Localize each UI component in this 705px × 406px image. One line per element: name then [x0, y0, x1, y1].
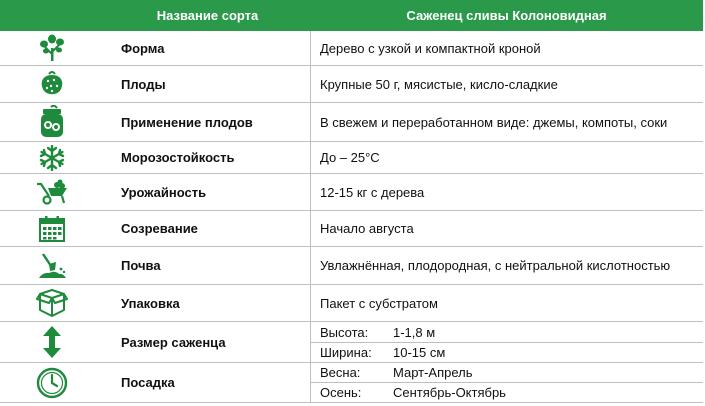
- row-value: В свежем и переработанном виде: джемы, компоты, соки: [320, 114, 668, 130]
- row-label: Урожайность: [121, 184, 207, 200]
- row-label: Морозостойкость: [121, 150, 235, 165]
- wheelbarrow-icon: [0, 174, 104, 210]
- row-value: Дерево с узкой и компактной кроной: [320, 40, 541, 56]
- row-value: До – 25°С: [320, 150, 380, 165]
- sub-value: Март-Апрель: [393, 365, 473, 380]
- table-row: [0, 322, 703, 363]
- row-label: Упаковка: [121, 295, 180, 311]
- table-row: [0, 363, 703, 403]
- table-row: [0, 31, 703, 66]
- row-value: Увлажнённая, плодородная, с нейтральной кислотностью: [320, 258, 671, 273]
- table-row: [0, 211, 703, 247]
- sub-key: Весна:: [320, 365, 361, 380]
- tree-icon: [0, 31, 104, 65]
- snowflake-icon: [0, 142, 104, 173]
- planting-spring-line: [310, 363, 703, 383]
- table-row: [0, 285, 703, 322]
- clock-icon: [0, 363, 104, 402]
- calendar-icon: [0, 211, 104, 246]
- fruit-icon: [0, 66, 104, 102]
- row-value: 12-15 кг с дерева: [320, 184, 425, 200]
- planting-autumn-line: [310, 383, 703, 402]
- row-label: Созревание: [121, 221, 198, 236]
- jar-icon: [0, 103, 104, 141]
- table-row: [0, 247, 703, 285]
- row-label: Применение плодов: [121, 114, 253, 130]
- size-height-line: [310, 322, 703, 343]
- sub-value: 10-15 см: [393, 345, 446, 360]
- row-value: Начало августа: [320, 221, 414, 236]
- size-width-line: [310, 343, 703, 362]
- table-row: [0, 174, 703, 211]
- header-product-name: Саженец сливы Колоновидная: [406, 8, 607, 23]
- sub-value: 1-1,8 м: [393, 324, 436, 340]
- box-icon: [0, 285, 104, 321]
- height-arrow-icon: [0, 322, 104, 362]
- shovel-icon: [0, 247, 104, 284]
- table-header: [0, 0, 703, 31]
- row-label: Плоды: [121, 76, 166, 92]
- table-row: [0, 66, 703, 103]
- table-row: [0, 142, 703, 174]
- table-row: [0, 103, 703, 142]
- sub-key: Ширина:: [320, 345, 372, 360]
- row-label: Размер саженца: [121, 334, 226, 350]
- sub-value: Сентябрь-Октябрь: [393, 385, 506, 400]
- header-variety-name: Название сорта: [156, 8, 259, 23]
- row-value: Пакет с субстратом: [320, 295, 438, 311]
- row-value: Крупные 50 г, мясистые, кисло-сладкие: [320, 76, 558, 92]
- sub-key: Высота:: [320, 324, 369, 340]
- sub-key: Осень:: [320, 385, 362, 400]
- row-label: Форма: [121, 40, 165, 56]
- row-label: Посадка: [121, 375, 175, 390]
- row-label: Почва: [121, 258, 161, 273]
